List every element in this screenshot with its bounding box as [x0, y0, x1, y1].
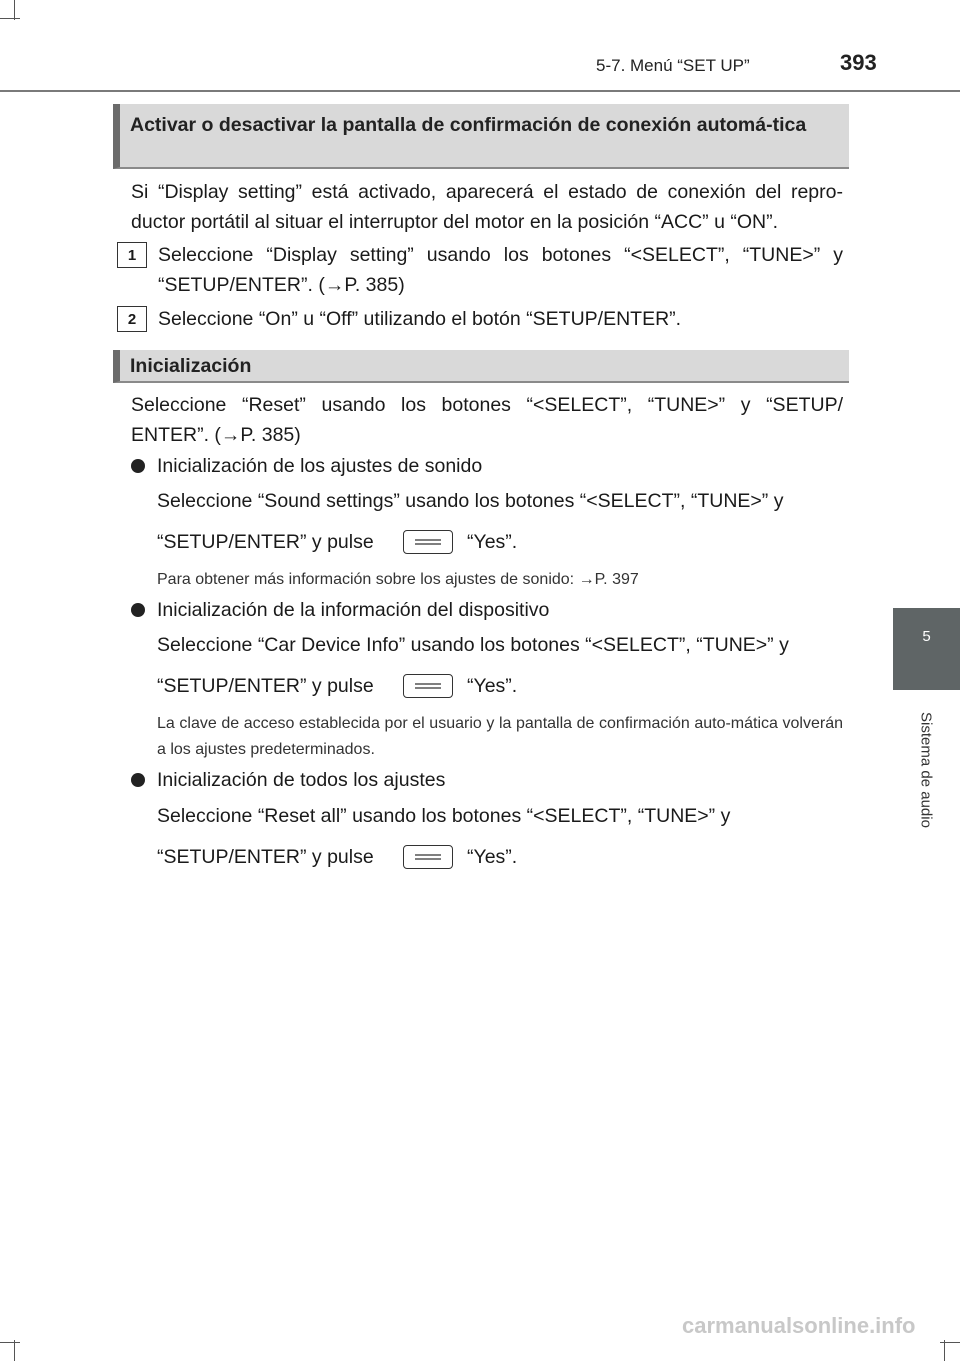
crop-mark	[0, 18, 20, 19]
item-title-reset-all: Inicialización de todos los ajustes	[157, 769, 446, 791]
side-tab-label: Sistema de audio	[917, 712, 935, 828]
side-tab	[893, 0, 960, 90]
crop-mark	[0, 1342, 20, 1343]
header-section-title: 5-7. Menú “SET UP”	[596, 56, 750, 75]
section-heading-auto-connection: Activar o desactivar la pantalla de confirmación de conexión automá-tica	[113, 104, 849, 169]
item-title-device-info: Inicialización de la información del dispositivo	[157, 599, 550, 621]
item-body-reset-all: Seleccione “Reset all” usando los botones “<SELECT”, “TUNE>” y	[157, 805, 731, 827]
item-body-sound: Seleccione “Sound settings” usando los botones “<SELECT”, “TUNE>” y	[157, 490, 784, 512]
section2-intro: Seleccione “Reset” usando los botones “<SELECT”, “TUNE>” y “SETUP/ ENTER”. (→P. 385)	[131, 394, 843, 446]
header-divider	[0, 90, 960, 92]
item-title-sound: Inicialización de los ajustes de sonido	[157, 455, 483, 477]
item-body-device-info-line2: “SETUP/ENTER” y pulse	[157, 675, 374, 697]
step-number-2: 2	[117, 306, 147, 332]
bullet-icon	[131, 773, 145, 787]
item-body-sound-yes: “Yes”.	[467, 531, 518, 553]
item-body-device-info-yes: “Yes”.	[467, 675, 518, 697]
item-body-reset-all-yes: “Yes”.	[467, 846, 518, 868]
item-body-sound-line2: “SETUP/ENTER” y pulse	[157, 531, 374, 553]
item-note-device-info: La clave de acceso establecida por el usuario y la pantalla de confirmación auto-mática volverán a los ajustes predeterminados.	[157, 715, 843, 758]
item-body-reset-all-line2: “SETUP/ENTER” y pulse	[157, 846, 374, 868]
section1-intro: Si “Display setting” está activado, aparecerá el estado de conexión del repro-ductor portátil al situar el interruptor del motor en la posición “ACC” u “ON”.	[131, 181, 843, 233]
step-1-text: Seleccione “Display setting” usando los botones “<SELECT”, “TUNE>” y “SETUP/ENTER”. (→P. 385)	[158, 244, 843, 296]
crop-mark	[14, 0, 15, 20]
crop-mark	[940, 1342, 960, 1343]
setup-enter-button-icon	[403, 530, 453, 554]
setup-enter-button-icon	[403, 845, 453, 869]
crop-mark	[944, 1340, 945, 1361]
side-tab-number: 5	[922, 628, 931, 645]
item-body-device-info: Seleccione “Car Device Info” usando los botones “<SELECT”, “TUNE>” y	[157, 634, 789, 656]
side-tab-chapter	[893, 608, 960, 690]
bullet-icon	[131, 459, 145, 473]
item-note-sound: Para obtener más información sobre los ajustes de sonido: →P. 397	[157, 571, 639, 588]
crop-mark	[14, 1340, 15, 1361]
page-number: 393	[840, 50, 877, 75]
section-heading-initialization: Inicialización	[113, 350, 849, 383]
setup-enter-button-icon	[403, 674, 453, 698]
step-number-1: 1	[117, 242, 147, 268]
watermark: carmanualsonline.info	[682, 1313, 916, 1338]
bullet-icon	[131, 603, 145, 617]
step-2-text: Seleccione “On” u “Off” utilizando el botón “SETUP/ENTER”.	[158, 308, 682, 330]
